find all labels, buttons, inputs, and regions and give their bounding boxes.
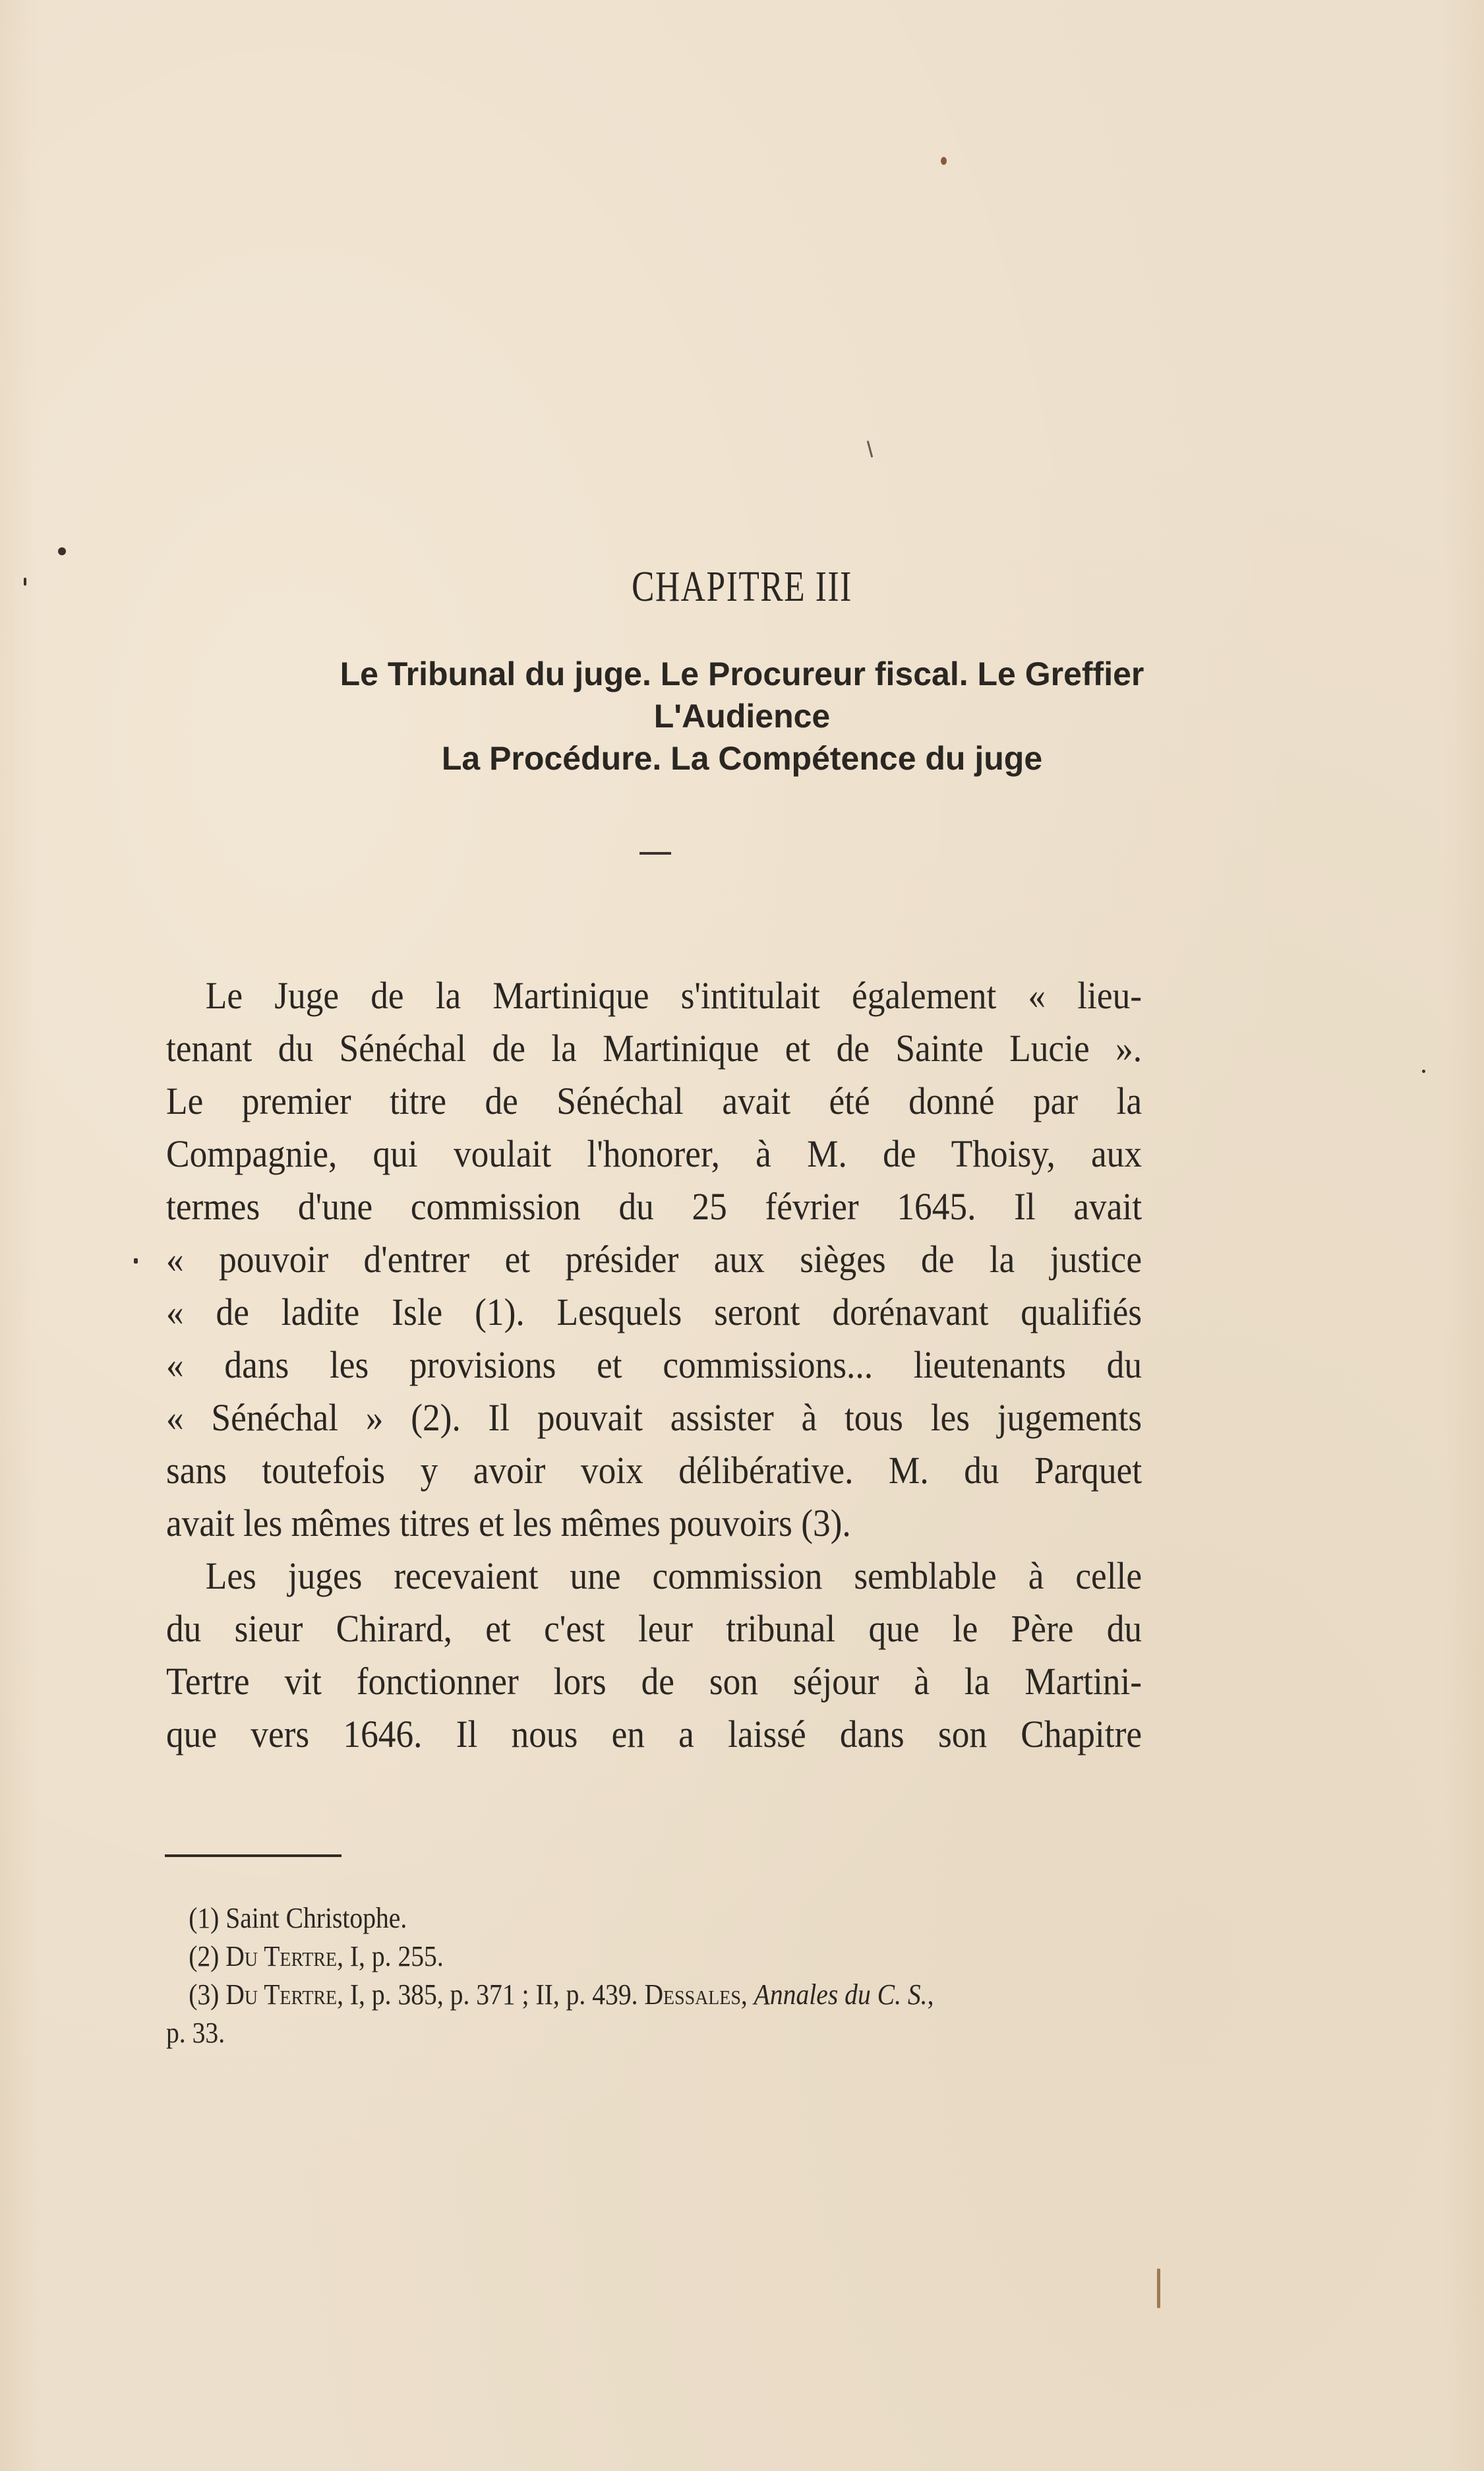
text-line: Le premier titre de Sénéchal avait été donné par la <box>166 1080 1143 1122</box>
footnote-text: , I, p. 385, p. 371 ; II, p. 439. <box>337 1978 645 2011</box>
footnotes <box>166 1899 1142 2052</box>
footnote-tail: , <box>927 1978 934 2011</box>
text-line: sans toutefois y avoir voix délibérative. M. du Parquet <box>166 1449 1143 1492</box>
text-line: « dans les provisions et commissions... lieutenants du <box>166 1343 1143 1386</box>
ink-speck <box>58 547 66 555</box>
ink-speck <box>134 1258 138 1264</box>
section-separator <box>639 852 671 855</box>
ink-speck <box>1157 2269 1160 2308</box>
paragraph-1 <box>166 969 1142 1550</box>
text-line: avait les mêmes titres et les mêmes pouvoirs (3). <box>166 1502 851 1544</box>
text-line: tenant du Sénéchal de la Martinique et de Sainte Lucie ». <box>166 1027 1143 1070</box>
text-line: « Sénéchal » (2). Il pouvait assister à tous les jugements <box>166 1396 1143 1439</box>
footnote-3-continuation <box>166 2014 1044 2052</box>
footnote-author: Du Tertre <box>225 1940 338 1972</box>
footnote-text: Saint Christophe. <box>225 1902 407 1934</box>
text-line: du sieur Chirard, et c'est leur tribunal que le Père du <box>166 1607 1143 1650</box>
body-text <box>166 969 1142 1761</box>
footnote-text: p. 33. <box>166 2017 225 2049</box>
subtitle-line: La Procédure. La Compétence du juge <box>441 740 1043 777</box>
text-line: termes d'une commission du 25 février 1645. Il avait <box>166 1185 1143 1228</box>
footnote-author: Du Tertre <box>225 1978 338 2011</box>
text-line: Le Juge de la Martinique s'intitulait également « lieu- <box>205 974 1143 1017</box>
footnote-sep: , <box>740 1978 754 2011</box>
footnote-text: , I, p. 255. <box>337 1940 444 1972</box>
chapter-heading: CHAPITRE III <box>632 563 852 611</box>
footnote-1 <box>166 1899 1044 1937</box>
text-line: que vers 1646. Il nous en a laissé dans son Chapitre <box>166 1713 1143 1755</box>
text-line: « de ladite Isle (1). Lesquels seront dorénavant qualifiés <box>166 1291 1143 1333</box>
footnote-rule <box>165 1854 341 1857</box>
footnote-work-title: Annales du C. S. <box>754 1978 928 2011</box>
subtitle-line: L'Audience <box>653 698 831 735</box>
text-line: « pouvoir d'entrer et présider aux sièges de la justice <box>166 1238 1143 1281</box>
ink-speck <box>24 578 26 586</box>
paragraph-2 <box>166 1550 1142 1761</box>
ink-speck <box>1422 1070 1425 1073</box>
subtitle-line: Le Tribunal du juge. Le Procureur fiscal. Le Greffier <box>340 656 1144 692</box>
chapter-subtitle <box>0 653 1484 779</box>
footnote-marker: (2) <box>189 1940 220 1972</box>
text-line: Tertre vit fonctionner lors de son séjour à la Martini- <box>166 1660 1143 1703</box>
footnote-2 <box>166 1937 1044 1976</box>
footnote-marker: (3) <box>189 1978 220 2011</box>
text-line: Compagnie, qui voulait l'honorer, à M. de Thoisy, aux <box>166 1132 1143 1175</box>
footnote-3 <box>166 1976 1044 2014</box>
ink-speck <box>867 441 874 458</box>
ink-speck <box>941 157 947 165</box>
footnote-marker: (1) <box>189 1902 220 1934</box>
footnote-author-2: Dessales <box>644 1978 741 2011</box>
text-line: Les juges recevaient une commission semblable à celle <box>205 1554 1143 1597</box>
